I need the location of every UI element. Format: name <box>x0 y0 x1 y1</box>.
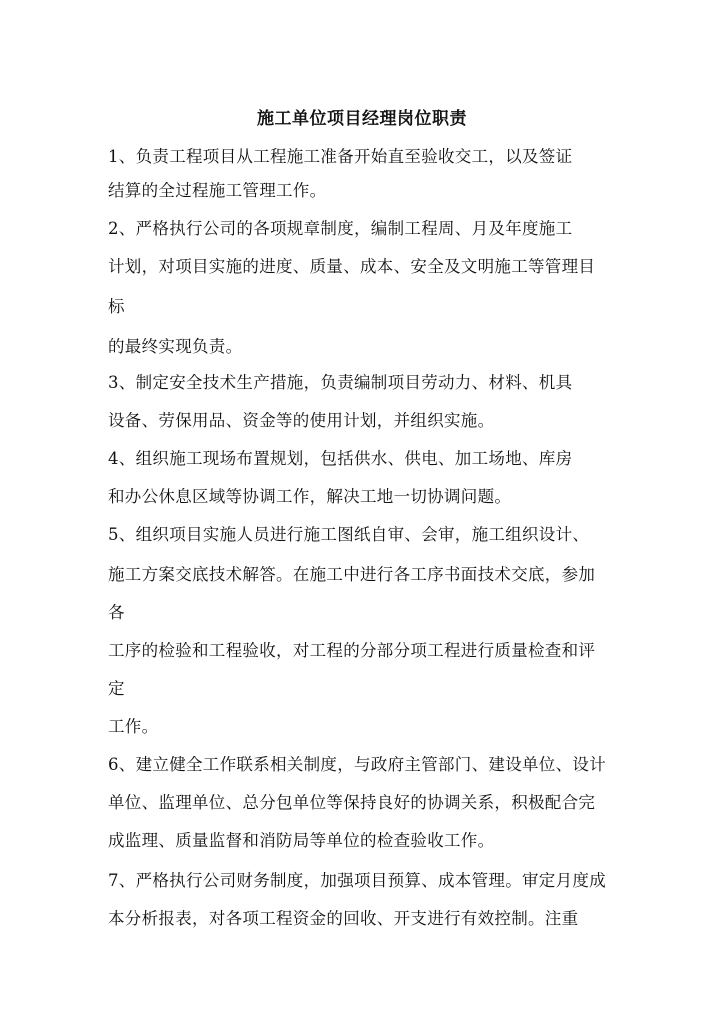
text-line: 7、严格执行公司财务制度，加强项目预算、成本管理。审定月度成 <box>108 871 606 890</box>
text-line: 和办公休息区域等协调工作，解决工地一切协调问题。 <box>108 487 512 506</box>
text-line: 标 <box>108 297 125 316</box>
text-line: 定 <box>108 679 125 698</box>
text-line: 结算的全过程施工管理工作。 <box>108 181 327 200</box>
text-line: 1、负责工程项目从工程施工准备开始直至验收交工，以及签证 <box>108 147 573 166</box>
text-line: 本分析报表，对各项工程资金的回收、开支进行有效控制。注重 <box>108 909 579 928</box>
text-line: 5、组织项目实施人员进行施工图纸自审、会审，施工组织设计、 <box>108 525 590 544</box>
text-line: 工序的检验和工程验收，对工程的分部分项工程进行质量检查和评 <box>108 641 596 660</box>
text-line: 计划，对项目实施的进度、质量、成本、安全及文明施工等管理目 <box>108 257 596 276</box>
text-line: 2、严格执行公司的各项规章制度，编制工程周、月及年度施工 <box>108 219 573 238</box>
text-line: 成监理、质量监督和消防局等单位的检查验收工作。 <box>108 831 495 850</box>
text-line: 工作。 <box>108 717 159 736</box>
document-title: 施工单位项目经理岗位职责 <box>257 109 467 129</box>
text-line: 4、组织施工现场布置规划，包括供水、供电、加工场地、库房 <box>108 449 573 468</box>
text-line: 各 <box>108 603 125 622</box>
text-line: 6、建立健全工作联系相关制度，与政府主管部门、建设单位、设计 <box>108 755 606 774</box>
text-line: 施工方案交底技术解答。在施工中进行各工序书面技术交底，参加 <box>108 565 596 584</box>
text-line: 3、制定安全技术生产措施，负责编制项目劳动力、材料、机具 <box>108 373 573 392</box>
text-line: 单位、监理单位、总分包单位等保持良好的协调关系，积极配合完 <box>108 793 596 812</box>
text-line: 设备、劳保用品、资金等的使用计划，并组织实施。 <box>108 411 495 430</box>
text-line: 的最终实现负责。 <box>108 337 243 356</box>
